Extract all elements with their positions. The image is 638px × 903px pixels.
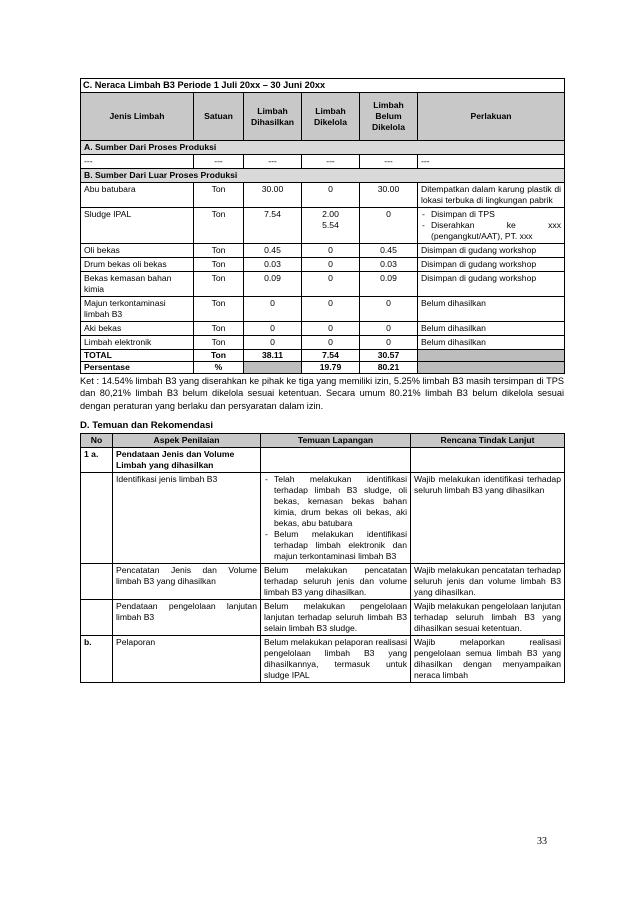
table-row xyxy=(81,636,565,683)
document-page xyxy=(80,78,564,683)
table-row xyxy=(81,272,565,297)
table-header-row xyxy=(81,434,565,448)
table-row xyxy=(81,336,565,350)
table-row xyxy=(81,297,565,322)
cell-temuan: Belum melakukan pelaporan realisasi pengelolaan limbah B3 yang dihasilkannya, termasuk untuk sludge IPAL xyxy=(261,636,411,683)
cell-satuan: Ton xyxy=(194,272,244,297)
shaded-cell xyxy=(418,350,565,362)
cell-temuan xyxy=(261,473,411,564)
header-dikelola: Limbah Dikelola xyxy=(302,93,360,141)
persentase-label: Persentase xyxy=(81,362,194,374)
cell-satuan: Ton xyxy=(194,322,244,336)
cell-dikelola xyxy=(302,208,360,244)
total-satuan: Ton xyxy=(194,350,244,362)
cell-aspek: Pelaporan xyxy=(113,636,261,683)
cell-satuan: Ton xyxy=(194,208,244,244)
temuan-rekomendasi-table xyxy=(80,433,565,683)
cell-aspek: Pendataan pengelolaan lanjutan limbah B3 xyxy=(113,600,261,636)
cell-dikelola: 0 xyxy=(302,336,360,350)
cell-jenis: Majun terkontaminasi limbah B3 xyxy=(81,297,194,322)
group-b-label: B. Sumber Dari Luar Proses Produksi xyxy=(81,169,565,183)
total-dikelola: 7.54 xyxy=(302,350,360,362)
cell: --- xyxy=(244,155,302,169)
cell-satuan: Ton xyxy=(194,336,244,350)
cell-dikelola: 0 xyxy=(302,244,360,258)
neraca-limbah-table xyxy=(80,78,565,374)
cell: --- xyxy=(302,155,360,169)
cell-dihasilkan: 0 xyxy=(244,297,302,322)
cell-jenis: Oli bekas xyxy=(81,244,194,258)
cell: --- xyxy=(360,155,418,169)
cell-aspek: Pendataan Jenis dan Volume Limbah yang dihasilkan xyxy=(113,448,261,473)
cell-perlakuan xyxy=(418,208,565,244)
cell-temuan xyxy=(261,448,411,473)
cell-belum: 0.03 xyxy=(360,258,418,272)
persentase-satuan: % xyxy=(194,362,244,374)
cell-rencana: Wajib melaporkan realisasi pengelolaan semua limbah B3 yang dihasilkan dengan menyampaikan neraca limbah xyxy=(411,636,565,683)
header-temuan: Temuan Lapangan xyxy=(261,434,411,448)
cell-no xyxy=(81,600,113,636)
cell-jenis: Abu batubara xyxy=(81,183,194,208)
header-satuan: Satuan xyxy=(194,93,244,141)
table-row xyxy=(81,183,565,208)
page-number: 33 xyxy=(537,836,547,847)
dikelola-value-2: 5.54 xyxy=(322,220,339,230)
table-row xyxy=(81,322,565,336)
temuan-item: - Belum melakukan identifikasi terhadap limbah elektronik dan majun terkontaminasi limbah B3 xyxy=(264,529,407,562)
cell-perlakuan: Disimpan di gudang workshop xyxy=(418,258,565,272)
cell-perlakuan: Disimpan di gudang workshop xyxy=(418,272,565,297)
cell-satuan: Ton xyxy=(194,244,244,258)
cell-dihasilkan: 0.45 xyxy=(244,244,302,258)
cell-belum: 0.45 xyxy=(360,244,418,258)
shaded-cell xyxy=(418,362,565,374)
cell-no xyxy=(81,564,113,600)
cell-belum: 30.00 xyxy=(360,183,418,208)
cell-belum: 0 xyxy=(360,297,418,322)
table-row xyxy=(81,473,565,564)
cell-aspek: Pencatatan Jenis dan Volume limbah B3 yang dihasilkan xyxy=(113,564,261,600)
cell-rencana: Wajib melakukan pengelolaan lanjutan terhadap seluruh limbah B3 yang dihasilkan sesuai ketentuan. xyxy=(411,600,565,636)
table-row xyxy=(81,600,565,636)
cell-aspek: Identifikasi jenis limbah B3 xyxy=(113,473,261,564)
total-belum: 30.57 xyxy=(360,350,418,362)
cell-dikelola: 0 xyxy=(302,258,360,272)
temuan-item: - Telah melakukan identifikasi terhadap limbah B3 sludge, oli bekas, kemasan bekas bahan kimia, drum bekas oli bekas, aki bekas, abu batubara xyxy=(264,474,407,529)
cell-perlakuan: Belum dihasilkan xyxy=(418,336,565,350)
cell-dikelola: 0 xyxy=(302,322,360,336)
total-dihasilkan: 38.11 xyxy=(244,350,302,362)
section-c-title: C. Neraca Limbah B3 Periode 1 Juli 20xx – 30 Juni 20xx xyxy=(81,79,565,93)
cell-satuan: Ton xyxy=(194,297,244,322)
cell-rencana xyxy=(411,448,565,473)
group-a-label: A. Sumber Dari Proses Produksi xyxy=(81,141,565,155)
cell-rencana: Wajib melakukan identifikasi terhadap seluruh limbah B3 yang dihasilkan xyxy=(411,473,565,564)
table-row xyxy=(81,244,565,258)
cell-dikelola: 0 xyxy=(302,183,360,208)
cell-jenis: Limbah elektronik xyxy=(81,336,194,350)
cell-dihasilkan: 0.09 xyxy=(244,272,302,297)
cell-jenis: Sludge IPAL xyxy=(81,208,194,244)
cell-dikelola: 0 xyxy=(302,272,360,297)
header-rencana: Rencana Tindak Lanjut xyxy=(411,434,565,448)
table-row xyxy=(81,208,565,244)
cell-no xyxy=(81,473,113,564)
cell-temuan: Belum melakukan pengelolaan lanjutan terhadap seluruh limbah B3 selain limbah B3 sludge. xyxy=(261,600,411,636)
total-label: TOTAL xyxy=(81,350,194,362)
cell-perlakuan: Belum dihasilkan xyxy=(418,297,565,322)
header-jenis: Jenis Limbah xyxy=(81,93,194,141)
cell: --- xyxy=(81,155,194,169)
dikelola-value-1: 2.00 xyxy=(322,209,339,219)
persentase-dikelola: 19.79 xyxy=(302,362,360,374)
cell-perlakuan: Disimpan di gudang workshop xyxy=(418,244,565,258)
perlakuan-item: - Diserahkan ke xxx (pengangkut/AAT), PT. xxx xyxy=(421,220,561,242)
cell-dihasilkan: 0.03 xyxy=(244,258,302,272)
cell-belum: 0 xyxy=(360,336,418,350)
cell-satuan: Ton xyxy=(194,183,244,208)
cell-perlakuan: Ditempatkan dalam karung plastik di lokasi terbuka di lingkungan pabrik xyxy=(418,183,565,208)
cell-rencana: Wajib melakukan pencatatan terhadap seluruh jenis dan volume limbah B3 yang dihasilkan. xyxy=(411,564,565,600)
header-perlakuan: Perlakuan xyxy=(418,93,565,141)
cell-jenis: Bekas kemasan bahan kimia xyxy=(81,272,194,297)
cell-dihasilkan: 0 xyxy=(244,336,302,350)
cell: --- xyxy=(194,155,244,169)
cell-temuan: Belum melakukan pencatatan terhadap seluruh jenis dan volume limbah B3 yang dihasilkan. xyxy=(261,564,411,600)
table-row xyxy=(81,448,565,473)
cell-belum: 0 xyxy=(360,208,418,244)
cell-satuan: Ton xyxy=(194,258,244,272)
cell-dihasilkan: 0 xyxy=(244,322,302,336)
persentase-row xyxy=(81,362,565,374)
table-row xyxy=(81,258,565,272)
cell-dihasilkan: 30.00 xyxy=(244,183,302,208)
cell: --- xyxy=(418,155,565,169)
persentase-belum: 80.21 xyxy=(360,362,418,374)
table-header-row xyxy=(81,93,565,141)
header-aspek: Aspek Penilaian xyxy=(113,434,261,448)
header-dihasilkan: Limbah Dihasilkan xyxy=(244,93,302,141)
shaded-cell xyxy=(244,362,302,374)
section-d-title: D. Temuan dan Rekomendasi xyxy=(80,420,214,432)
header-no: No xyxy=(81,434,113,448)
table-row xyxy=(81,155,565,169)
cell-belum: 0 xyxy=(360,322,418,336)
cell-dihasilkan: 7.54 xyxy=(244,208,302,244)
cell-perlakuan: Belum dihasilkan xyxy=(418,322,565,336)
cell-jenis: Drum bekas oli bekas xyxy=(81,258,194,272)
cell-jenis: Aki bekas xyxy=(81,322,194,336)
cell-no: 1 a. xyxy=(81,448,113,473)
cell-no: b. xyxy=(81,636,113,683)
perlakuan-item: - Disimpan di TPS xyxy=(421,209,561,220)
header-belum: Limbah Belum Dikelola xyxy=(360,93,418,141)
total-row xyxy=(81,350,565,362)
cell-dikelola: 0 xyxy=(302,297,360,322)
table-row xyxy=(81,564,565,600)
cell-belum: 0.09 xyxy=(360,272,418,297)
keterangan-paragraph: Ket : 14.54% limbah B3 yang diserahkan ke pihak ke tiga yang memiliki izin, 5.25% limbah B3 masih tersimpan di TPS dan 80,21% limbah B3 belum dikelola sesuai ketentuan. Secara umum 80.21% limbah B3 belum dikelola sesuai dengan peraturan yang berlaku dan persyaratan dalam izin. xyxy=(80,376,564,411)
